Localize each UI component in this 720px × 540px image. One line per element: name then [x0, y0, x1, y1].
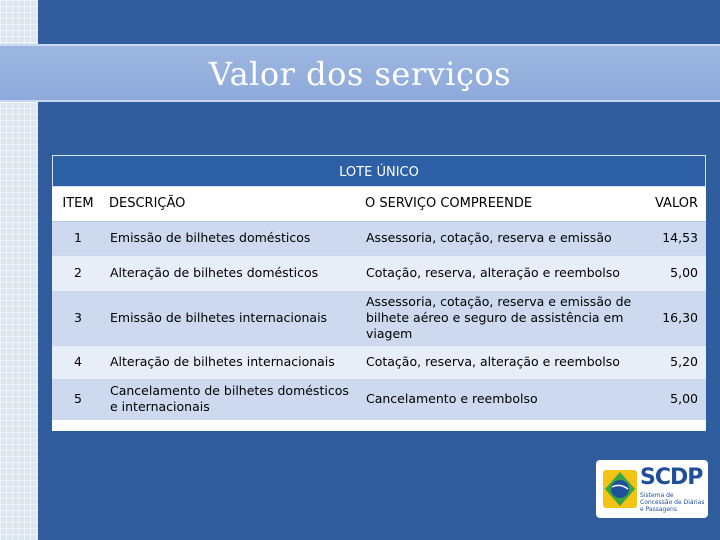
table-row	[52, 379, 706, 419]
table-caption-bar	[52, 155, 706, 187]
item-cell: 4	[52, 345, 104, 379]
header-includes: O SERVIÇO COMPREENDE	[360, 187, 646, 221]
scdp-logo	[596, 460, 708, 518]
table-row	[52, 291, 706, 345]
description-cell: Emissão de bilhetes domésticos	[104, 221, 360, 255]
top-band	[38, 0, 720, 44]
title-bar	[0, 44, 720, 102]
item-cell: 2	[52, 255, 104, 291]
description-cell: Emissão de bilhetes internacionais	[104, 291, 360, 345]
table-row	[52, 255, 706, 291]
price-table	[52, 155, 706, 431]
value-cell: 14,53	[646, 221, 706, 255]
services-table	[52, 187, 706, 420]
includes-cell: Cotação, reserva, alteração e reembolso	[360, 255, 646, 291]
table-row	[52, 221, 706, 255]
logo-subtitle: Sistema de Concessão de Diárias e Passagens	[640, 492, 705, 513]
includes-cell: Cotação, reserva, alteração e reembolso	[360, 345, 646, 379]
value-cell: 5,20	[646, 345, 706, 379]
item-cell: 3	[52, 291, 104, 345]
header-item: ITEM	[52, 187, 104, 221]
header-value: VALOR	[646, 187, 706, 221]
slide-title: Valor dos serviços	[208, 55, 512, 93]
includes-cell: Cancelamento e reembolso	[360, 379, 646, 419]
description-cell: Alteração de bilhetes internacionais	[104, 345, 360, 379]
value-cell: 5,00	[646, 255, 706, 291]
header-description: DESCRIÇÃO	[104, 187, 360, 221]
description-cell: Alteração de bilhetes domésticos	[104, 255, 360, 291]
item-cell: 1	[52, 221, 104, 255]
value-cell: 16,30	[646, 291, 706, 345]
table-row	[52, 345, 706, 379]
logo-wordmark: SCDP	[640, 465, 703, 490]
includes-cell: Assessoria, cotação, reserva e emissão de bilhete aéreo e seguro de assistência em viagem	[360, 291, 646, 345]
description-cell: Cancelamento de bilhetes domésticos e internacionais	[104, 379, 360, 419]
item-cell: 5	[52, 379, 104, 419]
table-caption: LOTE ÚNICO	[339, 165, 419, 180]
header-row	[52, 187, 706, 221]
brazil-flag-map-icon	[600, 464, 640, 514]
value-cell: 5,00	[646, 379, 706, 419]
includes-cell: Assessoria, cotação, reserva e emissão	[360, 221, 646, 255]
